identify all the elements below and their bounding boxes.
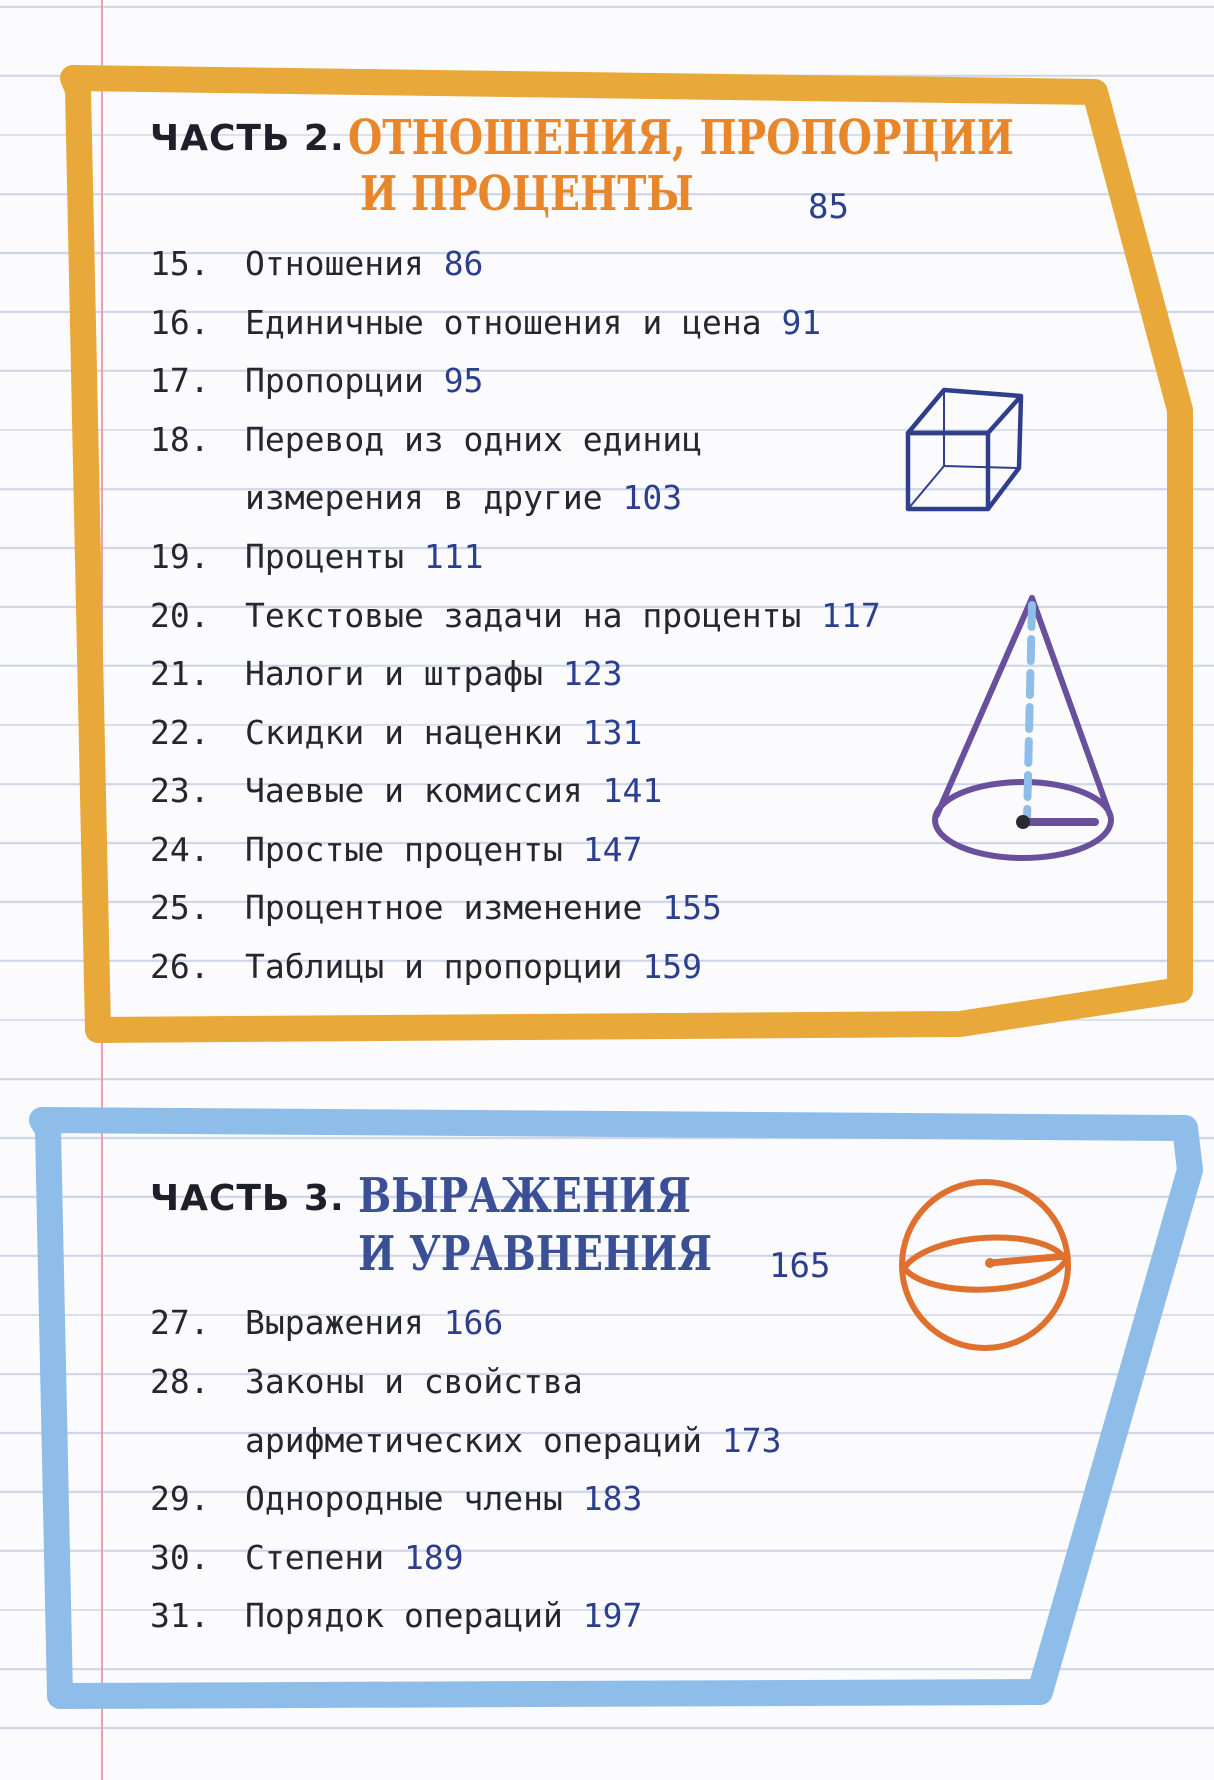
toc-entry-number: 22.: [150, 713, 210, 752]
toc-entry-number: 31.: [150, 1596, 210, 1635]
part-3-label: ЧАСТЬ 3.: [150, 1178, 345, 1219]
part-2-title-line-1: ОТНОШЕНИЯ, ПРОПОРЦИИ: [348, 110, 1014, 166]
toc-entry-number: 17.: [150, 361, 210, 400]
toc-entry-number: 24.: [150, 830, 210, 869]
toc-entry-title: Отношения: [245, 244, 424, 283]
toc-entry-title-line-1: Перевод из одних единиц: [245, 420, 702, 459]
toc-entry-number: 29.: [150, 1479, 210, 1518]
toc-entry-page: 131: [582, 713, 643, 752]
toc-entry-title: Чаевые и комиссия: [245, 771, 583, 810]
toc-entry-title: Таблицы и пропорции: [245, 947, 623, 986]
toc-entry-page: 189: [403, 1538, 464, 1577]
toc-entry-title: Налоги и штрафы: [245, 654, 544, 693]
toc-entry-title: Простые проценты: [245, 830, 563, 869]
part-2-heading: [150, 118, 345, 159]
toc-entry-title: Порядок операций: [245, 1596, 563, 1635]
toc-entry-title-line-1: Законы и свойства: [245, 1362, 583, 1401]
cube-icon: [908, 390, 1021, 509]
toc-entry-title: Степени: [245, 1538, 385, 1577]
toc-entry-page: 166: [443, 1303, 504, 1342]
toc-entry-page: 95: [443, 361, 484, 400]
toc-entry-number: 21.: [150, 654, 210, 693]
toc-entry-page: 86: [443, 244, 484, 283]
toc-entry-number: 27.: [150, 1303, 210, 1342]
toc-entry-page: 159: [642, 947, 702, 986]
toc-entry-number: 20.: [150, 596, 210, 635]
toc-entry-number: 26.: [150, 947, 210, 986]
toc-entry-title: Скидки и наценки: [245, 713, 563, 752]
toc-entry-title: Процентное изменение: [245, 888, 643, 927]
toc-entry-page: 117: [821, 596, 881, 635]
toc-entry-number: 16.: [150, 303, 210, 342]
cone-icon: [935, 598, 1111, 858]
toc-entry-number: 25.: [150, 888, 210, 927]
toc-entry-title: Текстовые задачи на проценты: [245, 596, 802, 635]
toc-entry-number: 15.: [150, 244, 210, 283]
part-2-page-number: 85: [808, 187, 849, 227]
toc-entry-title-line-2: измерения в другие: [245, 478, 603, 517]
toc-entry-page: 141: [602, 771, 663, 810]
toc-entry-title: Единичные отношения и цена: [245, 303, 762, 342]
part-3-title-line-2: И УРАВНЕНИЯ: [358, 1226, 713, 1282]
toc-entry-number: 23.: [150, 771, 210, 810]
toc-entry-title: Пропорции: [245, 361, 424, 400]
toc-entry-page: 147: [582, 830, 643, 869]
toc-entry-title: Выражения: [245, 1303, 424, 1342]
toc-entry-number: 19.: [150, 537, 210, 576]
toc-entry-number: 28.: [150, 1362, 210, 1401]
toc-entry-page: 103: [622, 478, 683, 517]
toc-entry-page: 111: [423, 537, 484, 576]
toc-entry-page: 155: [662, 888, 722, 927]
toc-entry-number: 30.: [150, 1538, 210, 1577]
part-3-page-number: 165: [769, 1246, 831, 1286]
toc-entry-title-line-2: арифметических операций: [245, 1421, 702, 1460]
toc-entry-number: 18.: [150, 420, 210, 459]
toc-entry-page: 123: [562, 654, 623, 693]
part-3-heading: [150, 1178, 345, 1219]
toc-entry-page: 91: [781, 303, 822, 342]
part-2-title-line-2: И ПРОЦЕНТЫ: [360, 166, 694, 222]
part-2-label: ЧАСТЬ 2.: [150, 118, 345, 159]
toc-entry-title: Однородные члены: [245, 1479, 563, 1518]
sphere-icon: [902, 1182, 1068, 1348]
toc-entry-page: 183: [582, 1479, 643, 1518]
toc-entry-page: 173: [721, 1421, 782, 1460]
part-3-title-line-1: ВЫРАЖЕНИЯ: [358, 1168, 691, 1224]
toc-entry-page: 197: [582, 1596, 643, 1635]
toc-entry-title: Проценты: [245, 537, 404, 576]
